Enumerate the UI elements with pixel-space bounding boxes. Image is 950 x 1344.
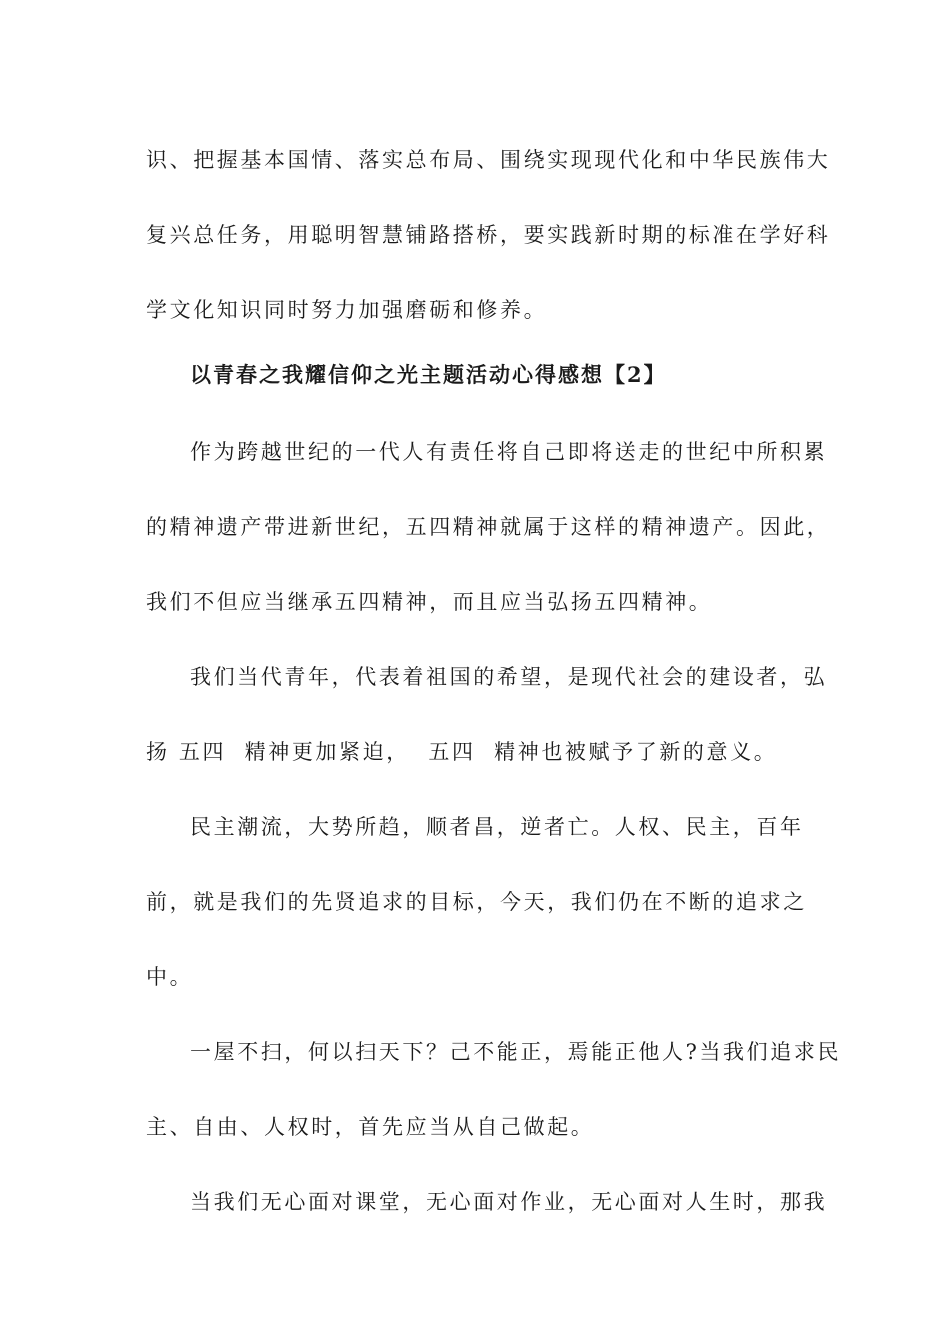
paragraph-line: 我们当代青年，代表着祖国的希望，是现代社会的建设者，弘 — [190, 665, 828, 689]
paragraph-line: 作为跨越世纪的一代人有责任将自己即将送走的世纪中所积累 — [190, 440, 828, 464]
paragraph-line: 前，就是我们的先贤追求的目标，今天，我们仍在不断的追求之 — [146, 890, 807, 914]
paragraph-line: 一屋不扫，何以扫天下？己不能正，焉能正他人?当我们追求民 — [190, 1040, 842, 1064]
paragraph-line: 识、把握基本国情、落实总布局、围绕实现现代化和中华民族伟大 — [146, 148, 831, 172]
paragraph-line: 我们不但应当继承五四精神，而且应当弘扬五四精神。 — [146, 590, 713, 614]
paragraph-line: 学文化知识同时努力加强磨砺和修养。 — [146, 298, 548, 322]
paragraph-line: 扬 五四 精神更加紧迫， 五四 精神也被赋予了新的意义。 — [146, 740, 778, 764]
paragraph-line: 民主潮流，大势所趋，顺者昌，逆者亡。人权、民主，百年 — [190, 815, 804, 839]
paragraph-line: 中。 — [146, 965, 194, 989]
paragraph-line: 当我们无心面对课堂，无心面对作业，无心面对人生时，那我 — [190, 1190, 828, 1214]
paragraph-line: 的精神遗产带进新世纪，五四精神就属于这样的精神遗产。因此， — [146, 515, 831, 539]
paragraph-line: 主、自由、人权时，首先应当从自己做起。 — [146, 1115, 595, 1139]
section-heading: 以青春之我耀信仰之光主题活动心得感想【2】 — [190, 362, 667, 387]
paragraph-line: 复兴总任务，用聪明智慧铺路搭桥，要实践新时期的标准在学好科 — [146, 223, 831, 247]
